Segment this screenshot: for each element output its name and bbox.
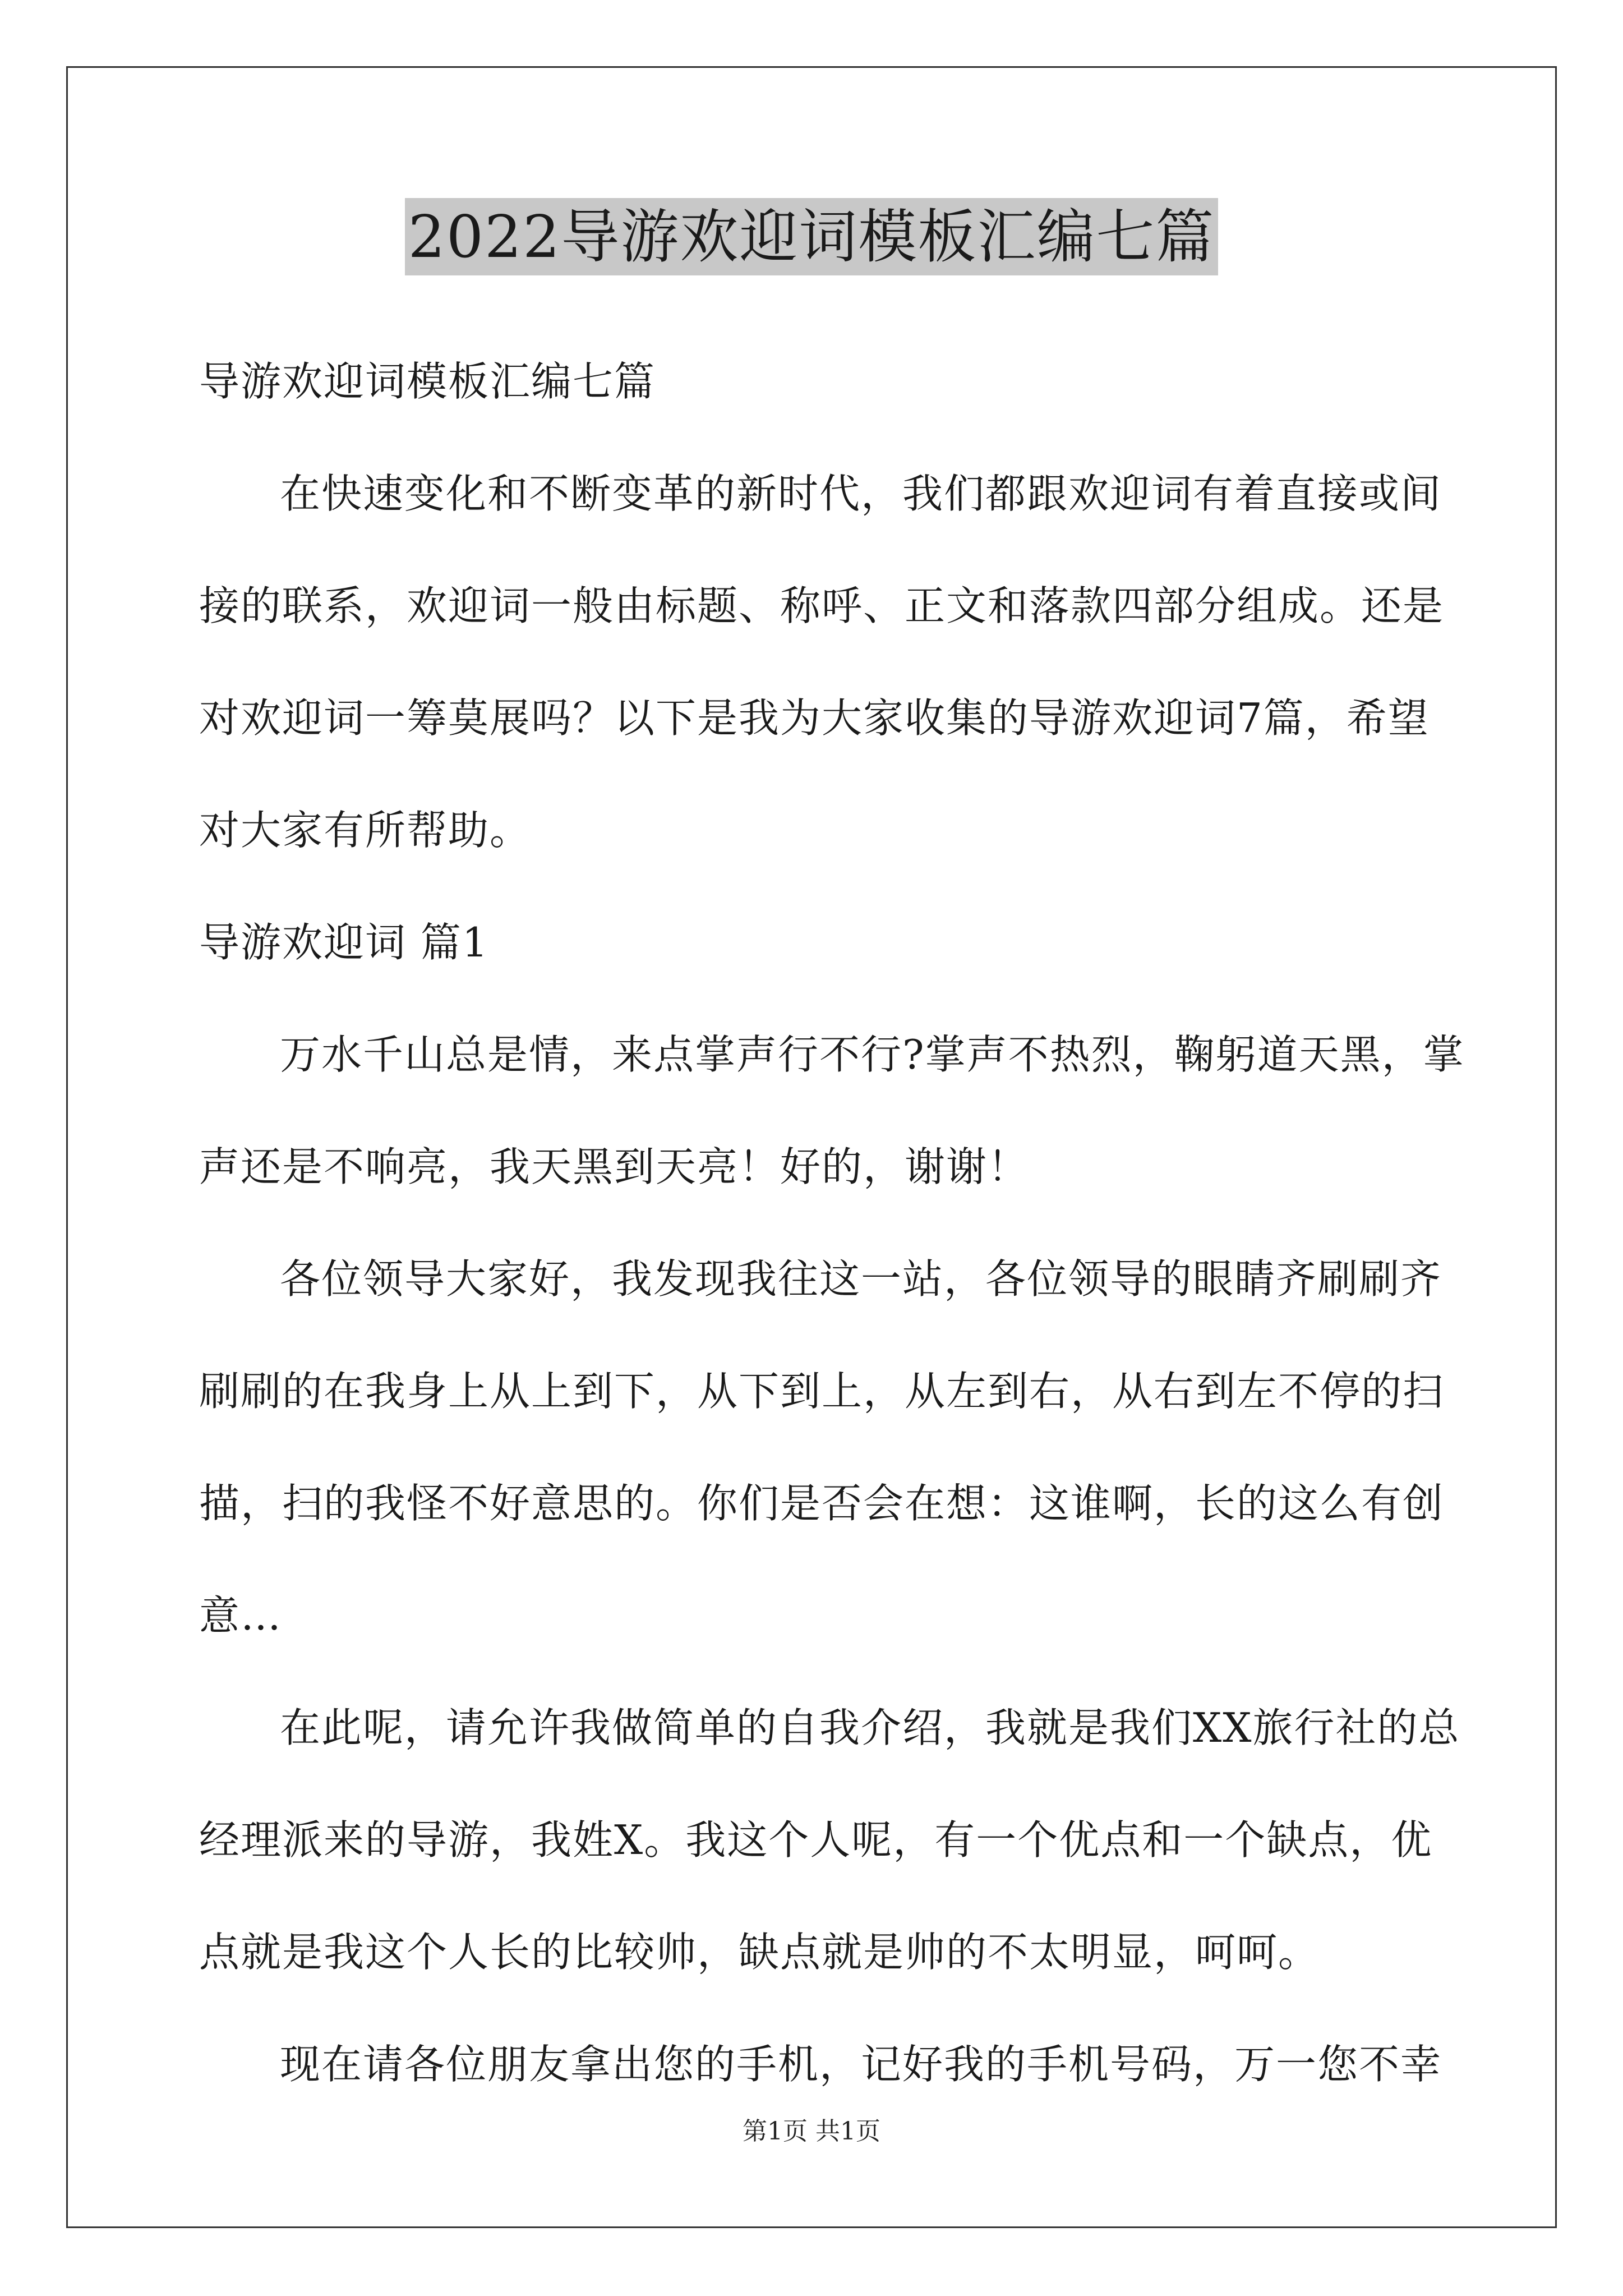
paragraph-line: 描，扫的我怪不好意思的。你们是否会在想：这谁啊，长的这么有创 <box>199 1480 1445 1527</box>
page-footer: 第1页 共1页 <box>743 2117 880 2146</box>
paragraph-line: 现在请各位朋友拿出您的手机，记好我的手机号码，万一您不幸 <box>280 2041 1442 2088</box>
paragraph-line: 经理派来的导游，我姓X。我这个人呢，有一个优点和一个缺点，优 <box>199 1816 1433 1864</box>
paragraph-line: 在快速变化和不断变革的新时代，我们都跟欢迎词有着直接或间 <box>280 470 1442 517</box>
section-heading: 导游欢迎词 篇1 <box>199 919 489 966</box>
paragraph-line: 在此呢，请允许我做简单的自我介绍，我就是我们XX旅行社的总 <box>280 1704 1460 1751</box>
paragraph-line: 对欢迎词一筹莫展吗？以下是我为大家收集的导游欢迎词7篇，希望 <box>199 694 1430 742</box>
document-body <box>199 325 1465 2120</box>
paragraph-line: 声还是不响亮，我天黑到天亮！好的，谢谢！ <box>199 1143 1030 1190</box>
paragraph-line: 刷刷的在我身上从上到下，从下到上，从左到右，从右到左不停的扫 <box>199 1368 1445 1415</box>
paragraph-line: 万水千山总是情，来点掌声行不行?掌声不热烈，鞠躬道天黑，掌 <box>280 1031 1465 1078</box>
paragraph-line: 点就是我这个人长的比较帅，缺点就是帅的不太明显，呵呵。 <box>199 1929 1320 1976</box>
paragraph-line: 对大家有所帮助。 <box>199 807 532 854</box>
paragraph-line: 各位领导大家好，我发现我往这一站，各位领导的眼睛齐刷刷齐 <box>280 1255 1442 1303</box>
document-title <box>0 197 1623 276</box>
paragraph-line: 意… <box>199 1592 283 1639</box>
document-title-text: 2022导游欢迎词模板汇编七篇 <box>405 198 1219 275</box>
paragraph-line: 接的联系，欢迎词一般由标题、称呼、正文和落款四部分组成。还是 <box>199 582 1445 629</box>
section-heading: 导游欢迎词模板汇编七篇 <box>199 358 656 405</box>
